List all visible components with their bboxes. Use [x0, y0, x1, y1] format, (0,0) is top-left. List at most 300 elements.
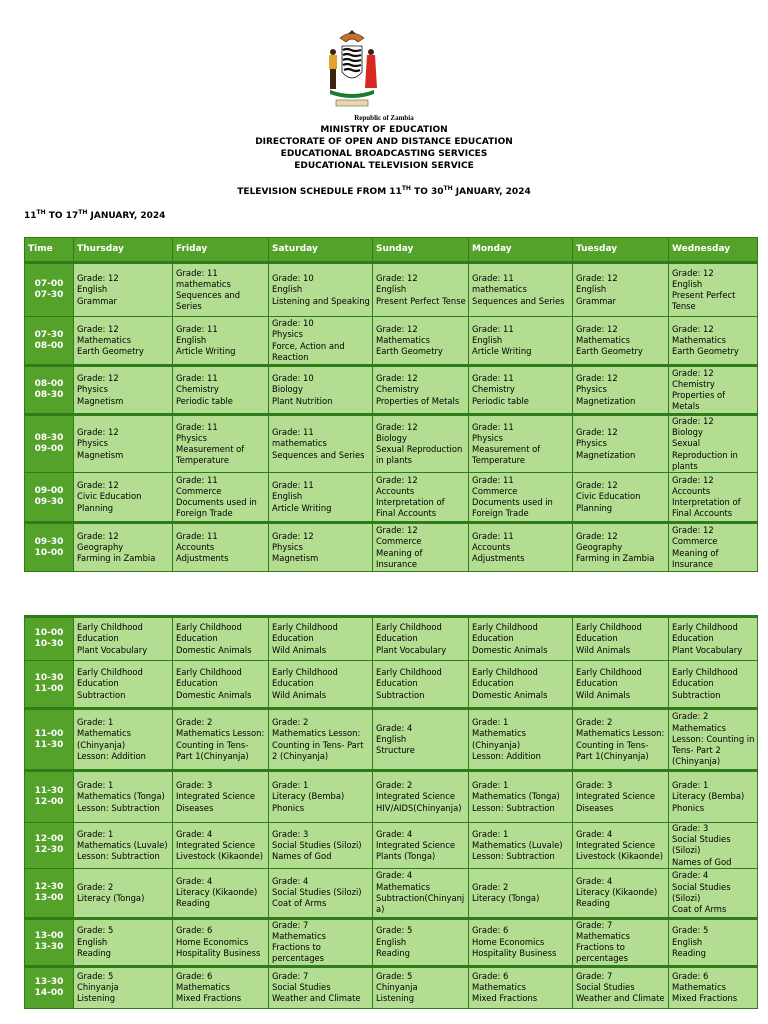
time-block-group [25, 771, 758, 919]
time-block-group [25, 617, 758, 709]
program-cell [573, 617, 669, 661]
program-cell [173, 523, 269, 572]
program-text-line: Diseases [576, 802, 614, 813]
program-text-line: Literacy (Tonga) [77, 892, 145, 903]
program-text-line: Grade: 6 [176, 925, 213, 936]
time-slot-cell [25, 263, 74, 317]
program-text-line: Literacy (Kikaonde) [576, 887, 658, 898]
program-text-line: Measurement of Temperature [472, 444, 541, 466]
program-text-line: percentages [576, 953, 629, 964]
program-text-line: Grade: 12 [77, 323, 119, 334]
program-cell [373, 966, 469, 1008]
program-text-line: Mathematics [672, 982, 726, 993]
program-text-line: Education [272, 633, 314, 644]
program-text-line: English [672, 278, 703, 289]
program-cell [173, 366, 269, 415]
program-text-line: Grade: 12 [576, 427, 618, 438]
program-cell [573, 661, 669, 709]
schedule-row [25, 473, 758, 523]
program-text-line: Grade: 1 [77, 717, 114, 728]
program-text-line: Documents used in Foreign Trade [176, 497, 257, 519]
program-cell [573, 366, 669, 415]
program-cell [469, 823, 573, 869]
program-text-line: Lesson: Addition [472, 750, 541, 761]
day-column-header: Tuesday [573, 238, 669, 263]
program-text-line: Mathematics [472, 728, 526, 739]
program-cell [173, 868, 269, 918]
time-slot-text: 10-30 [34, 673, 64, 683]
program-text-line: Properties of Metals [376, 395, 460, 406]
program-text-line: Domestic Animals [176, 644, 252, 655]
time-slot-cell [25, 868, 74, 918]
program-text-line: Grade: 12 [576, 530, 618, 541]
program-text-line: Grade: 11 [272, 427, 314, 438]
program-text-line: Subtraction [77, 689, 126, 700]
program-text-line: Periodic table [472, 395, 529, 406]
program-cell [469, 523, 573, 572]
program-cell [269, 823, 373, 869]
schedule-title: TELEVISION SCHEDULE FROM 11TH TO 30TH JANUARY, 2024 [237, 185, 531, 197]
program-cell [469, 661, 573, 709]
program-cell [669, 661, 758, 709]
program-cell [469, 415, 573, 473]
program-cell [669, 966, 758, 1008]
program-cell [373, 823, 469, 869]
program-text-line: Grade: 3 [176, 780, 213, 791]
time-block-group [25, 523, 758, 572]
program-text-line: Grade: 1 [672, 780, 709, 791]
program-text-line: Home Economics [472, 936, 545, 947]
time-slot-cell [25, 918, 74, 966]
program-text-line: Grade: 12 [376, 474, 418, 485]
program-text-line: Grade: 10 [272, 318, 314, 329]
program-text-line: Social Studies [272, 982, 331, 993]
program-text-line: Early Childhood [176, 667, 242, 678]
program-text-line: Present Perfect Tense [376, 295, 466, 306]
time-slot-text: 08-30 [34, 390, 64, 400]
program-text-line: Lesson: Subtraction [472, 851, 555, 861]
program-text-line: Grade: 5 [376, 970, 413, 981]
program-text-line: Geography [576, 541, 623, 552]
program-text-line: Subtraction [672, 689, 721, 700]
program-text-line: Grade: 12 [376, 421, 418, 432]
program-text-line: Grade: 12 [672, 367, 714, 378]
program-text-line: Education [376, 678, 418, 689]
time-slot-text: 13-00 [34, 931, 64, 942]
time-block-group [25, 966, 758, 1008]
program-cell [573, 823, 669, 869]
program-text-line: Grade: 10 [272, 373, 314, 384]
program-cell [573, 966, 669, 1008]
program-text-line: Counting in Tens- [576, 739, 649, 750]
program-text-line: Sequences and Series [176, 290, 241, 312]
program-text-line: Grade: 6 [472, 970, 509, 981]
program-text-line: Grade: 6 [176, 970, 213, 981]
program-cell [74, 523, 173, 572]
time-slot-text: 07-30 [34, 329, 64, 340]
program-text-line: Education [77, 678, 119, 689]
program-text-line: Grade: 2 [77, 881, 114, 892]
program-text-line: Social Studies [672, 881, 731, 892]
program-text-line: Grade: 2 [672, 711, 709, 722]
program-text-line: Grade: 4 [672, 870, 709, 881]
program-text-line: Lesson: Subtraction [77, 851, 160, 861]
program-text-line: Plant Nutrition [272, 395, 333, 406]
program-text-line: Commerce [472, 485, 518, 496]
program-text-line: Structure [376, 745, 415, 756]
program-text-line: Grade: 4 [176, 876, 213, 886]
program-text-line: Grammar [576, 295, 616, 306]
program-cell [669, 709, 758, 771]
program-text-line: Grade: 11 [176, 267, 218, 278]
program-text-line: Names of God [272, 851, 332, 861]
program-text-line: Commerce [672, 536, 718, 547]
program-text-line: Grade: 4 [576, 876, 613, 886]
program-text-line: Domestic Animals [472, 644, 548, 655]
program-cell [269, 317, 373, 366]
program-text-line: Meaning of Insurance [672, 547, 719, 569]
program-cell [173, 823, 269, 869]
program-text-line: Sequences and Series [472, 295, 565, 306]
program-text-line: Earth Geometry [672, 346, 739, 357]
program-text-line: Education [576, 678, 618, 689]
program-text-line: Grade: 4 [376, 828, 413, 839]
program-cell [74, 918, 173, 966]
program-cell [269, 918, 373, 966]
program-text-line: Mathematics Lesson: [176, 728, 265, 739]
program-text-line: Counting in Tens- Part [272, 739, 364, 750]
program-text-line: Commerce [376, 536, 422, 547]
program-text-line: Biology [672, 427, 703, 438]
program-cell [669, 918, 758, 966]
program-cell [669, 317, 758, 366]
program-text-line: Education [472, 633, 514, 644]
program-text-line: Meaning of Insurance [376, 547, 423, 569]
program-text-line: Early Childhood [672, 667, 738, 678]
program-text-line: Grade: 12 [672, 474, 714, 485]
time-slot-text: 07-30 [34, 290, 64, 300]
program-text-line: Grade: 4 [176, 828, 213, 839]
program-text-line: Early Childhood [576, 622, 642, 633]
schedule-table-morning [24, 237, 758, 572]
program-text-line: Integrated Science [576, 839, 655, 850]
program-text-line: mathematics [272, 438, 327, 449]
program-cell [74, 823, 173, 869]
program-text-line: Subtraction [376, 689, 425, 700]
program-text-line: Education [672, 678, 714, 689]
program-text-line: Integrated Science [376, 791, 455, 802]
time-slot-cell [25, 661, 74, 709]
program-cell [269, 868, 373, 918]
program-text-line: Grade: 11 [472, 273, 514, 284]
program-text-line: English [272, 284, 303, 295]
program-cell [669, 823, 758, 869]
program-text-line: Mathematics Lesson: [576, 728, 665, 739]
time-slot-cell [25, 709, 74, 771]
program-text-line: HIV/AIDS(Chinyanja) [376, 802, 462, 813]
program-text-line: Grade: 1 [77, 780, 114, 791]
program-text-line: Mathematics [77, 334, 131, 345]
time-slot-text: 08-00 [34, 340, 64, 351]
program-text-line: Mathematics (Tonga) [472, 791, 560, 802]
program-text-line: Planning [576, 502, 613, 513]
program-text-line: English [376, 733, 407, 744]
program-text-line: Physics [77, 438, 108, 449]
program-text-line: Grade: 4 [272, 876, 309, 886]
program-text-line: Mixed Fractions [472, 993, 538, 1004]
program-text-line: Grade: 12 [376, 373, 418, 384]
program-text-line: Literacy (Kikaonde) [176, 887, 258, 898]
broadcasting-title: EDUCATIONAL BROADCASTING SERVICES [280, 149, 488, 159]
program-text-line: Measurement of Temperature [176, 444, 245, 466]
program-cell [173, 661, 269, 709]
program-text-line: mathematics [472, 284, 527, 295]
program-cell [373, 918, 469, 966]
program-text-line: Reading [376, 947, 410, 958]
program-cell [269, 709, 373, 771]
time-slot-text: 09-30 [34, 497, 64, 508]
program-text-line: Listening [77, 993, 116, 1004]
program-text-line: (Silozi) [672, 892, 701, 903]
program-cell [573, 523, 669, 572]
program-text-line: Mathematics [472, 982, 526, 993]
program-text-line: Lesson: Subtraction [77, 802, 160, 813]
time-slot-cell [25, 366, 74, 415]
schedule-row [25, 823, 758, 869]
program-text-line: Early Childhood [576, 667, 642, 678]
program-cell [74, 661, 173, 709]
program-text-line: Grade: 1 [77, 828, 114, 839]
program-text-line: English [376, 284, 407, 295]
program-text-line: Article Writing [272, 502, 332, 513]
time-block-group [25, 263, 758, 366]
program-text-line: English [77, 936, 108, 947]
time-slot-text: 09-00 [34, 486, 64, 497]
program-text-line: Grade: 11 [176, 323, 218, 334]
time-slot-cell [25, 473, 74, 523]
program-text-line: Sequences and Series [272, 449, 365, 460]
time-slot-text: 13-00 [34, 892, 64, 903]
program-text-line: Domestic Animals [472, 689, 548, 700]
program-text-line: Mathematics Lesson: [272, 728, 361, 739]
program-text-line: Grade: 6 [672, 970, 709, 981]
program-text-line: Social Studies (Silozi) [272, 887, 362, 898]
republic-label: Republic of Zambia [354, 114, 414, 122]
program-text-line: Hospitality Business [176, 947, 261, 958]
time-slot-cell [25, 966, 74, 1008]
program-cell [173, 709, 269, 771]
day-column-header: Saturday [269, 238, 373, 263]
program-cell [573, 709, 669, 771]
program-text-line: Domestic Animals [176, 689, 252, 700]
program-cell [173, 617, 269, 661]
program-cell [269, 366, 373, 415]
program-text-line: Grade: 2 [576, 717, 613, 728]
program-text-line: Physics [472, 432, 503, 443]
program-cell [469, 966, 573, 1008]
program-text-line: Accounts [176, 541, 215, 552]
program-text-line: Mathematics (Luvale) [472, 839, 563, 850]
program-cell [573, 868, 669, 918]
program-text-line: Diseases [176, 802, 214, 813]
program-text-line: Mathematics [576, 334, 630, 345]
program-cell [573, 317, 669, 366]
program-text-line: Fractions to [576, 942, 625, 953]
program-text-line: Earth Geometry [376, 346, 443, 357]
program-text-line: Wild Animals [272, 689, 327, 700]
program-text-line: Grade: 7 [272, 970, 309, 981]
program-text-line: Grade: 12 [77, 273, 119, 284]
time-slot-text: 09-00 [34, 444, 64, 454]
program-cell [573, 918, 669, 966]
program-text-line: Mathematics (Tonga) [77, 791, 165, 802]
program-text-line: (Chinyanja) [672, 756, 721, 767]
program-text-line: Plant Vocabulary [376, 644, 447, 655]
program-text-line: English [472, 334, 503, 345]
time-slot-text: 11-00 [34, 684, 64, 694]
program-cell [669, 415, 758, 473]
program-text-line: English [576, 284, 607, 295]
program-cell [469, 771, 573, 823]
program-text-line: Grammar [77, 295, 117, 306]
program-cell [173, 771, 269, 823]
time-column-header: Time [25, 238, 74, 263]
program-text-line: Weather and Climate [576, 993, 665, 1004]
coat-of-arms-emblem [322, 28, 382, 114]
program-cell [469, 709, 573, 771]
program-text-line: Adjustments [176, 553, 229, 564]
program-cell [573, 263, 669, 317]
program-text-line: Grade: 12 [672, 416, 714, 426]
program-text-line: Grade: 12 [77, 530, 119, 541]
program-cell [469, 617, 573, 661]
program-cell [269, 263, 373, 317]
program-text-line: Lesson: Addition [77, 750, 146, 761]
time-slot-text: 11-00 [34, 728, 64, 739]
program-text-line: Reading [77, 947, 111, 958]
ministry-title: MINISTRY OF EDUCATION [320, 125, 448, 135]
program-text-line: Grade: 5 [77, 970, 114, 981]
program-text-line: Adjustments [472, 553, 525, 564]
program-cell [373, 317, 469, 366]
program-text-line: Grade: 12 [77, 373, 119, 384]
day-column-header: Monday [469, 238, 573, 263]
program-text-line: Phonics [672, 802, 705, 813]
program-text-line: Grade: 12 [672, 323, 714, 334]
program-text-line: Grade: 12 [672, 267, 714, 278]
program-cell [173, 317, 269, 366]
program-text-line: Grade: 3 [672, 823, 709, 833]
program-text-line: Grade: 11 [176, 530, 218, 541]
program-cell [669, 366, 758, 415]
program-text-line: English [272, 491, 303, 502]
time-block-group [25, 918, 758, 966]
program-text-line: Grade: 12 [672, 525, 714, 536]
program-cell [373, 868, 469, 918]
program-cell [74, 317, 173, 366]
program-cell [373, 523, 469, 572]
program-text-line: Integrated Science [576, 791, 655, 802]
program-text-line: Mathematics [176, 982, 230, 993]
program-text-line: Grade: 3 [576, 780, 613, 791]
day-column-header: Thursday [74, 238, 173, 263]
program-text-line: Grade: 12 [576, 273, 618, 284]
program-text-line: Chemistry [176, 384, 219, 395]
program-text-line: 2 (Chinyanja) [272, 750, 329, 761]
program-text-line: Grade: 12 [77, 427, 119, 438]
program-cell [74, 617, 173, 661]
time-slot-text: 12-00 [34, 797, 64, 807]
program-text-line: Planning [77, 502, 114, 513]
program-text-line: English [672, 936, 703, 947]
time-slot-text: 12-30 [34, 845, 64, 856]
program-text-line: Mathematics [272, 931, 326, 942]
program-cell [269, 523, 373, 572]
program-text-line: mathematics [176, 278, 231, 289]
program-text-line: Education [672, 633, 714, 644]
program-cell [269, 473, 373, 523]
program-text-line: Plants (Tonga) [376, 851, 436, 861]
day-column-header: Friday [173, 238, 269, 263]
program-cell [373, 415, 469, 473]
program-text-line: Grade: 12 [576, 373, 618, 384]
time-slot-text: 10-00 [34, 628, 64, 638]
program-text-line: Wild Animals [576, 689, 631, 700]
program-cell [669, 868, 758, 918]
program-text-line: Accounts [672, 485, 711, 496]
program-text-line: Grade: 11 [472, 530, 514, 541]
time-slot-text: 10-00 [34, 547, 64, 558]
program-text-line: Education [576, 633, 618, 644]
program-text-line: Grade: 11 [472, 421, 514, 432]
time-slot-text: 08-00 [34, 379, 64, 389]
program-cell [469, 868, 573, 918]
time-slot-text: 11-30 [34, 739, 64, 750]
program-text-line: Grade: 12 [576, 480, 618, 491]
schedule-row [25, 523, 758, 572]
program-text-line: Social Studies (Silozi) [272, 839, 362, 850]
program-cell [573, 771, 669, 823]
program-text-line: Grade: 5 [376, 925, 413, 936]
time-slot-cell [25, 617, 74, 661]
program-cell [469, 317, 573, 366]
program-cell [373, 771, 469, 823]
program-cell [173, 966, 269, 1008]
program-text-line: Education [272, 678, 314, 689]
program-text-line: Education [376, 633, 418, 644]
program-text-line: Lesson: Counting in [672, 733, 755, 744]
time-slot-cell [25, 771, 74, 823]
program-text-line: Grade: 12 [376, 525, 418, 536]
program-text-line: Documents used in Foreign Trade [472, 497, 553, 519]
time-slot-text: 07-00 [34, 279, 64, 289]
program-text-line: English [176, 334, 207, 345]
program-cell [373, 473, 469, 523]
program-text-line: Education [472, 678, 514, 689]
time-slot-text: 13-30 [34, 942, 64, 953]
program-text-line: Integrated Science [176, 791, 255, 802]
program-text-line: Grade: 12 [272, 530, 314, 541]
program-text-line: Interpretation of Final Accounts [672, 497, 741, 519]
program-text-line: Grade: 2 [472, 881, 509, 892]
program-text-line: (Silozi) [672, 845, 701, 856]
program-cell [74, 966, 173, 1008]
program-cell [469, 473, 573, 523]
program-text-line: Mathematics [576, 931, 630, 942]
program-text-line: Mathematics [672, 334, 726, 345]
program-text-line: Grade: 10 [272, 273, 314, 284]
program-text-line: (Chinyanja) [472, 739, 521, 750]
